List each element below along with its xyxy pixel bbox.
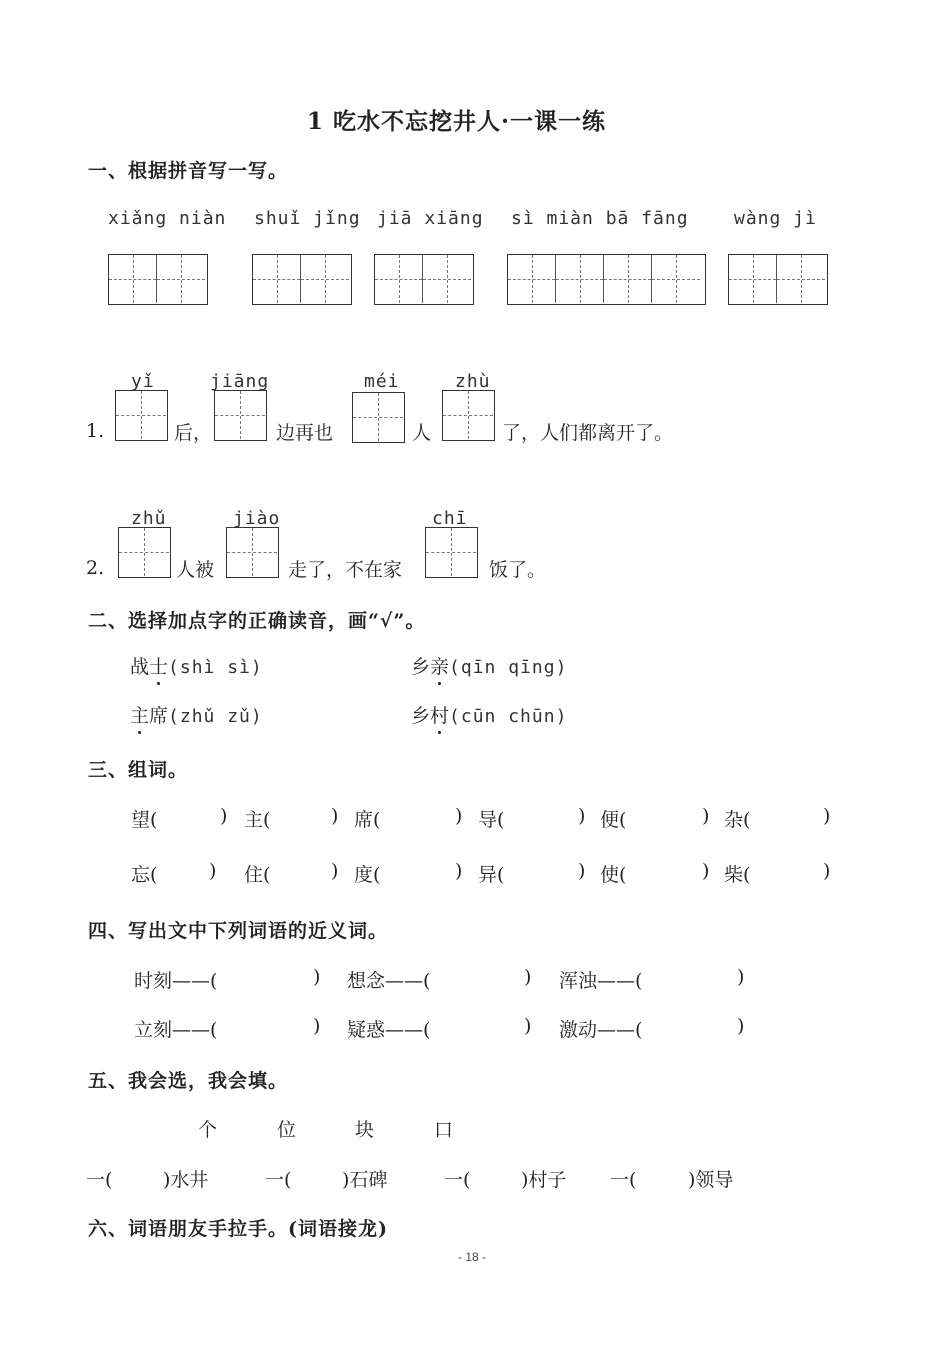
pinyin-label: wàng jì <box>734 208 817 229</box>
pinyin-label: xiǎng niàn <box>108 208 227 229</box>
word-close: ) <box>823 860 831 882</box>
fill-item: )村子 <box>521 1169 567 1191</box>
word-close: ) <box>455 860 463 882</box>
word-close: ) <box>702 805 710 827</box>
pinyin-label: chī <box>432 508 468 529</box>
sentence1-number: 1. <box>86 420 105 442</box>
sentence-text: 了，人们都离开了。 <box>502 422 674 444</box>
writing-cell[interactable] <box>443 391 493 439</box>
word-close: ) <box>220 805 228 827</box>
writing-cell[interactable] <box>253 255 301 303</box>
fill-item: 一( <box>86 1169 113 1191</box>
word-close: ) <box>209 860 217 882</box>
dotted-char: 村 <box>430 701 449 728</box>
pinyin-label: sì miàn bā fāng <box>511 208 689 229</box>
reading-item[interactable] <box>130 652 263 679</box>
word-item: 便( <box>600 809 627 831</box>
writing-grid[interactable] <box>118 527 171 578</box>
writing-grid[interactable] <box>352 392 405 443</box>
word-item: 导( <box>478 809 505 831</box>
synonym-close: ) <box>313 1015 321 1037</box>
item-char: 席 <box>149 705 169 727</box>
sentence2-number: 2. <box>86 557 105 579</box>
reading-item[interactable] <box>411 652 567 679</box>
writing-grid[interactable] <box>374 254 474 305</box>
writing-grid[interactable] <box>252 254 352 305</box>
word-item: 望( <box>131 809 158 831</box>
fill-item: )石碑 <box>342 1169 388 1191</box>
dotted-char: 主 <box>130 701 149 728</box>
reading-options[interactable]: (qīn qīng) <box>449 657 568 678</box>
item-char: 乡 <box>411 705 431 727</box>
word-item: 住( <box>244 864 271 886</box>
pinyin-label: zhù <box>455 371 491 392</box>
writing-cell[interactable] <box>116 391 166 439</box>
writing-cell[interactable] <box>426 528 476 576</box>
word-item: 度( <box>354 864 381 886</box>
measure-word-option: 个 <box>198 1119 218 1141</box>
item-char: 战 <box>130 656 150 678</box>
reading-options[interactable]: (zhǔ zǔ) <box>168 706 263 727</box>
dotted-char: 亲 <box>430 652 449 679</box>
word-item: 异( <box>478 864 505 886</box>
word-item: 主( <box>244 809 271 831</box>
pinyin-label: méi <box>364 371 400 392</box>
pinyin-label: zhǔ <box>131 508 167 529</box>
writing-grid[interactable] <box>214 390 267 441</box>
writing-grid[interactable] <box>115 390 168 441</box>
writing-grid[interactable] <box>507 254 706 305</box>
sentence-text: 后， <box>174 422 213 444</box>
word-close: ) <box>823 805 831 827</box>
section1-heading: 一、根据拼音写一写。 <box>88 160 289 182</box>
measure-word-option: 口 <box>434 1119 454 1141</box>
word-close: ) <box>331 860 339 882</box>
word-item: 使( <box>600 864 627 886</box>
sentence-text: 饭了。 <box>489 559 547 581</box>
word-item: 柴( <box>724 864 751 886</box>
fill-item: 一( <box>610 1169 637 1191</box>
writing-cell[interactable] <box>109 255 157 303</box>
synonym-item: 想念——( <box>347 970 431 992</box>
word-close: ) <box>455 805 463 827</box>
writing-grid[interactable] <box>728 254 828 305</box>
writing-grid[interactable] <box>226 527 279 578</box>
fill-item: )领导 <box>688 1169 734 1191</box>
reading-options[interactable]: (cūn chūn) <box>449 706 568 727</box>
synonym-item: 浑浊——( <box>559 970 643 992</box>
word-item: 席( <box>354 809 381 831</box>
pinyin-label: shuǐ jǐng <box>254 208 361 229</box>
section2-heading: 二、选择加点字的正确读音，画“√”。 <box>88 610 426 632</box>
synonym-item: 激动——( <box>559 1019 643 1041</box>
reading-options[interactable]: (shì sì) <box>168 657 263 678</box>
word-item: 忘( <box>131 864 158 886</box>
pinyin-label: jiāng <box>210 371 270 392</box>
section5-heading: 五、我会选，我会填。 <box>88 1070 289 1092</box>
measure-word-option: 位 <box>277 1119 297 1141</box>
page-title: 1 吃水不忘挖井人·一课一练 <box>307 108 607 135</box>
writing-cell[interactable] <box>301 255 349 303</box>
item-char: 乡 <box>411 656 431 678</box>
pinyin-label: jiào <box>233 508 281 529</box>
writing-cell[interactable] <box>556 255 604 303</box>
word-close: ) <box>578 860 586 882</box>
reading-item[interactable] <box>411 701 567 728</box>
writing-grid[interactable] <box>108 254 208 305</box>
pinyin-label: yǐ <box>131 371 155 392</box>
synonym-close: ) <box>737 1015 745 1037</box>
dotted-char: 士 <box>149 652 168 679</box>
section4-heading: 四、写出文中下列词语的近义词。 <box>88 920 389 942</box>
writing-cell[interactable] <box>353 393 403 441</box>
synonym-close: ) <box>524 966 532 988</box>
synonym-item: 时刻——( <box>134 970 218 992</box>
synonym-item: 立刻——( <box>134 1019 218 1041</box>
synonym-close: ) <box>737 966 745 988</box>
writing-cell[interactable] <box>652 255 700 303</box>
writing-cell[interactable] <box>777 255 825 303</box>
fill-item: )水井 <box>163 1169 209 1191</box>
writing-cell[interactable] <box>423 255 471 303</box>
synonym-close: ) <box>313 966 321 988</box>
writing-cell[interactable] <box>729 255 777 303</box>
word-close: ) <box>578 805 586 827</box>
writing-cell[interactable] <box>157 255 205 303</box>
pinyin-label: jiā xiāng <box>377 208 484 229</box>
writing-cell[interactable] <box>227 528 277 576</box>
writing-cell[interactable] <box>375 255 423 303</box>
measure-word-option: 块 <box>355 1119 375 1141</box>
writing-cell[interactable] <box>119 528 169 576</box>
writing-grid[interactable] <box>425 527 478 578</box>
sentence-text: 人 <box>412 422 432 444</box>
page-number: - 18 - <box>458 1250 487 1264</box>
section3-heading: 三、组词。 <box>88 759 189 781</box>
section6-heading: 六、词语朋友手拉手。(词语接龙) <box>88 1218 388 1240</box>
reading-item[interactable] <box>130 701 263 728</box>
word-item: 杂( <box>724 809 751 831</box>
word-close: ) <box>331 805 339 827</box>
fill-item: 一( <box>444 1169 471 1191</box>
writing-cell[interactable] <box>215 391 265 439</box>
writing-cell[interactable] <box>508 255 556 303</box>
synonym-close: ) <box>524 1015 532 1037</box>
fill-item: 一( <box>265 1169 292 1191</box>
synonym-item: 疑惑——( <box>347 1019 431 1041</box>
word-close: ) <box>702 860 710 882</box>
writing-grid[interactable] <box>442 390 495 441</box>
sentence-text: 边再也 <box>276 422 334 444</box>
writing-cell[interactable] <box>604 255 652 303</box>
sentence-text: 人被 <box>176 559 215 581</box>
sentence-text: 走了，不在家 <box>288 559 403 581</box>
